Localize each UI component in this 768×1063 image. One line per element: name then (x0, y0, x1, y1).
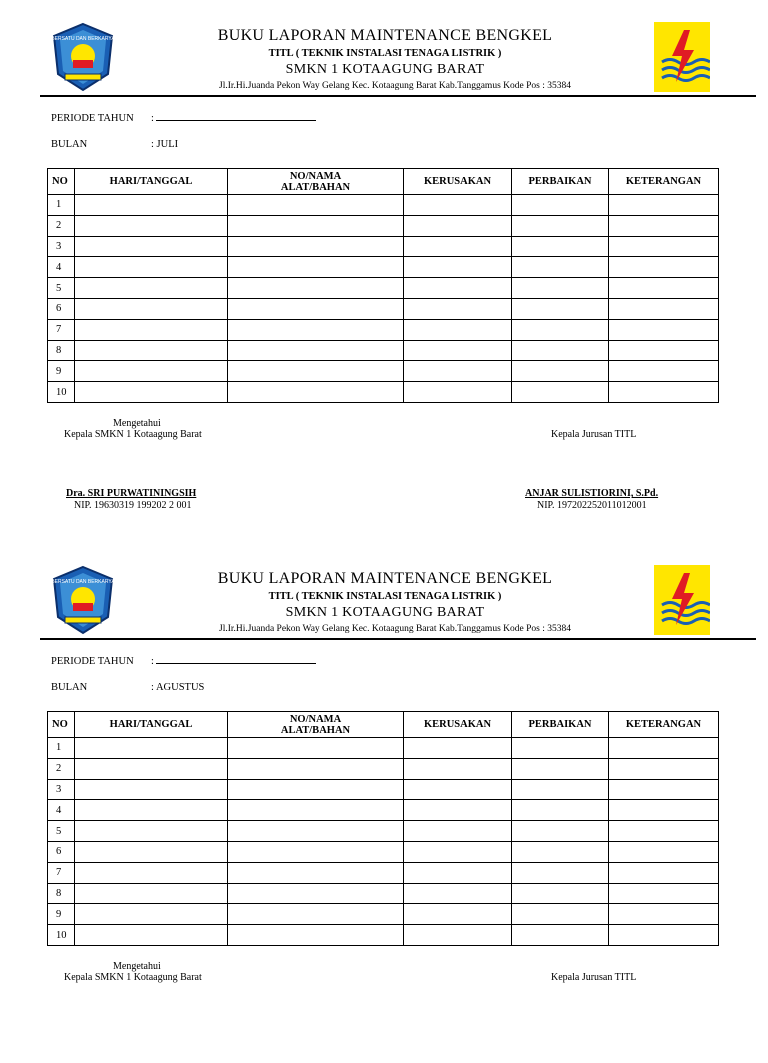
periode-label: PERIODE TAHUN (51, 656, 134, 667)
table-row (48, 298, 719, 319)
cell-repair[interactable] (512, 257, 609, 278)
cell-repair[interactable] (512, 278, 609, 299)
cell-damage[interactable] (404, 925, 512, 946)
cell-date[interactable] (75, 779, 228, 800)
principal-name: Dra. SRI PURWATININGSIH (66, 488, 197, 499)
table-row (48, 361, 719, 382)
row-number: 9 (48, 361, 75, 382)
cell-item[interactable] (228, 841, 404, 862)
table-header-row (48, 712, 719, 738)
cell-date[interactable] (75, 319, 228, 340)
cell-damage[interactable] (404, 319, 512, 340)
table-row (48, 925, 719, 946)
school-address: Jl.Ir.Hi.Juanda Pekon Way Gelang Kec. Kotaagung Barat Kab.Tanggamus Kode Pos : 35384 (219, 81, 571, 91)
col-header-item (228, 712, 404, 738)
cell-notes[interactable] (609, 779, 719, 800)
cell-item[interactable] (228, 319, 404, 340)
cell-notes[interactable] (609, 904, 719, 925)
cell-repair[interactable] (512, 883, 609, 904)
cell-date[interactable] (75, 904, 228, 925)
row-number: 2 (48, 758, 75, 779)
table-row (48, 257, 719, 278)
row-number: 2 (48, 215, 75, 236)
row-number: 6 (48, 841, 75, 862)
cell-notes[interactable] (609, 340, 719, 361)
pln-logo (654, 565, 710, 635)
periode-blank-line[interactable] (156, 111, 316, 121)
col-header-repair: PERBAIKAN (512, 169, 609, 195)
periode-colon: : (151, 656, 154, 667)
cell-damage[interactable] (404, 382, 512, 403)
maintenance-table (47, 711, 719, 946)
principal-title: Kepala SMKN 1 Kotaagung Barat (64, 429, 202, 440)
table-row (48, 382, 719, 403)
table-row (48, 800, 719, 821)
periode-field (51, 111, 316, 124)
cell-item[interactable] (228, 883, 404, 904)
cell-damage[interactable] (404, 758, 512, 779)
cell-damage[interactable] (404, 298, 512, 319)
cell-repair[interactable] (512, 738, 609, 759)
col-header-item-line2: ALAT/BAHAN (280, 724, 351, 736)
cell-repair[interactable] (512, 215, 609, 236)
col-header-notes: KETERANGAN (609, 712, 719, 738)
bulan-label: BULAN (51, 139, 88, 150)
bulan-value: : AGUSTUS (151, 682, 205, 693)
acknowledged-label: Mengetahui (113, 961, 161, 972)
cell-repair[interactable] (512, 925, 609, 946)
table-row (48, 738, 719, 759)
table-row (48, 821, 719, 842)
row-number: 5 (48, 821, 75, 842)
cell-repair[interactable] (512, 800, 609, 821)
cell-notes[interactable] (609, 925, 719, 946)
col-header-damage: KERUSAKAN (404, 169, 512, 195)
bulan-field (51, 139, 178, 150)
cell-item[interactable] (228, 278, 404, 299)
row-number: 8 (48, 883, 75, 904)
cell-item[interactable] (228, 298, 404, 319)
cell-notes[interactable] (609, 841, 719, 862)
table-row (48, 904, 719, 925)
row-number: 1 (48, 738, 75, 759)
head-of-department-title: Kepala Jurusan TITL (551, 429, 637, 440)
head-of-department-title: Kepala Jurusan TITL (551, 972, 637, 983)
cell-repair[interactable] (512, 361, 609, 382)
cell-item[interactable] (228, 904, 404, 925)
cell-repair[interactable] (512, 319, 609, 340)
cell-date[interactable] (75, 236, 228, 257)
maintenance-table (47, 168, 719, 403)
principal-title: Kepala SMKN 1 Kotaagung Barat (64, 972, 202, 983)
table-row (48, 883, 719, 904)
cell-date[interactable] (75, 298, 228, 319)
cell-repair[interactable] (512, 236, 609, 257)
school-name: SMKN 1 KOTAAGUNG BARAT (285, 62, 485, 77)
cell-repair[interactable] (512, 298, 609, 319)
header-divider (40, 95, 756, 97)
col-header-no: NO (48, 712, 75, 738)
header-divider (40, 638, 756, 640)
cell-notes[interactable] (609, 738, 719, 759)
table-row (48, 215, 719, 236)
cell-notes[interactable] (609, 298, 719, 319)
cell-item[interactable] (228, 779, 404, 800)
table-row (48, 236, 719, 257)
cell-notes[interactable] (609, 278, 719, 299)
cell-damage[interactable] (404, 340, 512, 361)
cell-damage[interactable] (404, 883, 512, 904)
table-row (48, 195, 719, 216)
cell-repair[interactable] (512, 340, 609, 361)
row-number: 10 (48, 925, 75, 946)
cell-notes[interactable] (609, 319, 719, 340)
cell-item[interactable] (228, 821, 404, 842)
row-number: 5 (48, 278, 75, 299)
cell-item[interactable] (228, 738, 404, 759)
head-of-department-nip: NIP. 197202252011012001 (537, 500, 647, 511)
report-form-august (0, 543, 768, 1063)
cell-date[interactable] (75, 361, 228, 382)
row-number: 3 (48, 236, 75, 257)
cell-date[interactable] (75, 340, 228, 361)
school-logo (48, 22, 118, 92)
department-name: TITL ( TEKNIK INSTALASI TENAGA LISTRIK ) (268, 591, 502, 602)
cell-damage[interactable] (404, 862, 512, 883)
cell-date[interactable] (75, 382, 228, 403)
cell-repair[interactable] (512, 758, 609, 779)
cell-damage[interactable] (404, 278, 512, 299)
cell-notes[interactable] (609, 361, 719, 382)
cell-damage[interactable] (404, 215, 512, 236)
cell-notes[interactable] (609, 236, 719, 257)
cell-date[interactable] (75, 195, 228, 216)
row-number: 1 (48, 195, 75, 216)
col-header-item (228, 169, 404, 195)
cell-damage[interactable] (404, 821, 512, 842)
table-row (48, 340, 719, 361)
col-header-date: HARI/TANGGAL (75, 169, 228, 195)
bulan-value: : JULI (151, 139, 179, 150)
cell-notes[interactable] (609, 821, 719, 842)
cell-notes[interactable] (609, 215, 719, 236)
table-row (48, 862, 719, 883)
logo-motto: BERSATU DAN BERKARYA (51, 579, 115, 585)
cell-date[interactable] (75, 841, 228, 862)
row-number: 7 (48, 319, 75, 340)
table-row (48, 319, 719, 340)
bulan-field (51, 682, 204, 693)
row-number: 4 (48, 800, 75, 821)
cell-damage[interactable] (404, 779, 512, 800)
row-number: 3 (48, 779, 75, 800)
cell-date[interactable] (75, 738, 228, 759)
row-number: 8 (48, 340, 75, 361)
cell-item[interactable] (228, 340, 404, 361)
cell-date[interactable] (75, 800, 228, 821)
table-row (48, 758, 719, 779)
department-name: TITL ( TEKNIK INSTALASI TENAGA LISTRIK ) (268, 48, 502, 59)
cell-item[interactable] (228, 925, 404, 946)
school-address: Jl.Ir.Hi.Juanda Pekon Way Gelang Kec. Kotaagung Barat Kab.Tanggamus Kode Pos : 35384 (219, 624, 571, 634)
cell-notes[interactable] (609, 382, 719, 403)
school-logo (48, 565, 118, 635)
col-header-date: HARI/TANGGAL (75, 712, 228, 738)
row-number: 6 (48, 298, 75, 319)
cell-repair[interactable] (512, 821, 609, 842)
cell-repair[interactable] (512, 382, 609, 403)
table-row (48, 841, 719, 862)
cell-damage[interactable] (404, 904, 512, 925)
cell-repair[interactable] (512, 779, 609, 800)
col-header-item-line2: ALAT/BAHAN (280, 181, 351, 193)
cell-repair[interactable] (512, 195, 609, 216)
acknowledged-label: Mengetahui (113, 418, 161, 429)
cell-notes[interactable] (609, 758, 719, 779)
document-title: BUKU LAPORAN MAINTENANCE BENGKEL (217, 27, 553, 44)
cell-date[interactable] (75, 821, 228, 842)
cell-item[interactable] (228, 361, 404, 382)
report-form-july (0, 0, 768, 520)
col-header-notes: KETERANGAN (609, 169, 719, 195)
logo-motto: BERSATU DAN BERKARYA (51, 36, 115, 42)
cell-date[interactable] (75, 758, 228, 779)
col-header-repair: PERBAIKAN (512, 712, 609, 738)
periode-colon: : (151, 113, 154, 124)
table-row (48, 779, 719, 800)
cell-notes[interactable] (609, 195, 719, 216)
cell-repair[interactable] (512, 904, 609, 925)
cell-repair[interactable] (512, 862, 609, 883)
periode-label: PERIODE TAHUN (51, 113, 134, 124)
cell-damage[interactable] (404, 361, 512, 382)
row-number: 7 (48, 862, 75, 883)
col-header-damage: KERUSAKAN (404, 712, 512, 738)
cell-item[interactable] (228, 257, 404, 278)
cell-damage[interactable] (404, 738, 512, 759)
document-title: BUKU LAPORAN MAINTENANCE BENGKEL (217, 570, 553, 587)
head-of-department-name: ANJAR SULISTIORINI, S.Pd. (525, 488, 659, 499)
cell-repair[interactable] (512, 841, 609, 862)
row-number: 9 (48, 904, 75, 925)
cell-date[interactable] (75, 257, 228, 278)
cell-notes[interactable] (609, 257, 719, 278)
cell-date[interactable] (75, 883, 228, 904)
principal-nip: NIP. 19630319 199202 2 001 (74, 500, 192, 511)
cell-item[interactable] (228, 195, 404, 216)
periode-field (51, 654, 316, 667)
bulan-label: BULAN (51, 682, 88, 693)
cell-damage[interactable] (404, 841, 512, 862)
col-header-no: NO (48, 169, 75, 195)
cell-item[interactable] (228, 382, 404, 403)
periode-blank-line[interactable] (156, 654, 316, 664)
cell-date[interactable] (75, 215, 228, 236)
table-row (48, 278, 719, 299)
school-name: SMKN 1 KOTAAGUNG BARAT (285, 605, 485, 620)
cell-date[interactable] (75, 862, 228, 883)
cell-damage[interactable] (404, 800, 512, 821)
row-number: 4 (48, 257, 75, 278)
cell-notes[interactable] (609, 862, 719, 883)
table-header-row (48, 169, 719, 195)
cell-notes[interactable] (609, 800, 719, 821)
cell-damage[interactable] (404, 257, 512, 278)
cell-item[interactable] (228, 800, 404, 821)
cell-date[interactable] (75, 278, 228, 299)
cell-date[interactable] (75, 925, 228, 946)
cell-damage[interactable] (404, 236, 512, 257)
cell-damage[interactable] (404, 195, 512, 216)
cell-item[interactable] (228, 215, 404, 236)
cell-item[interactable] (228, 758, 404, 779)
col-header-item-line1: NO/NAMA (289, 713, 342, 725)
col-header-item-line1: NO/NAMA (289, 170, 342, 182)
pln-logo (654, 22, 710, 92)
cell-item[interactable] (228, 862, 404, 883)
cell-item[interactable] (228, 236, 404, 257)
cell-notes[interactable] (609, 883, 719, 904)
row-number: 10 (48, 382, 75, 403)
